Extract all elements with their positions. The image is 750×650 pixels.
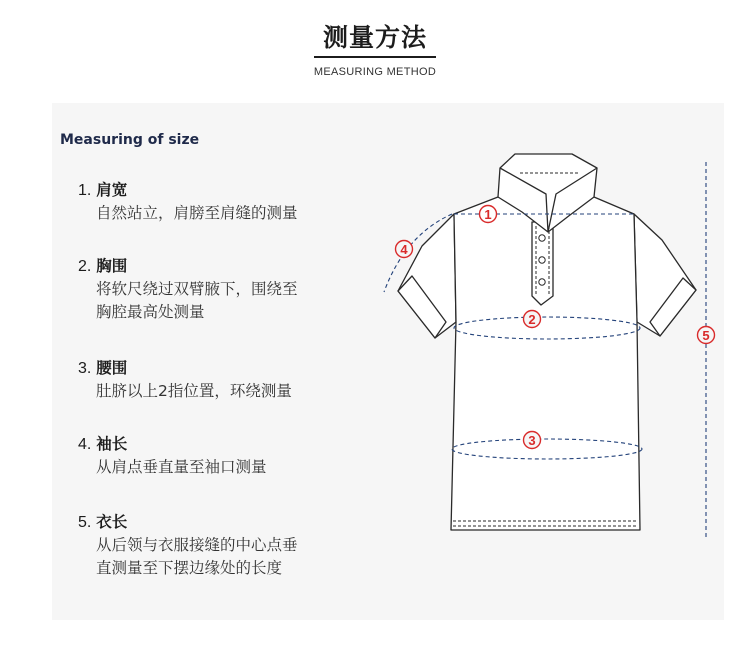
item-number: 4. — [78, 436, 92, 453]
button-icon — [539, 257, 545, 263]
item-desc-line: 从肩点垂直量至袖口测量 — [96, 458, 267, 476]
item-desc-line: 直测量至下摆边缘处的长度 — [96, 559, 283, 577]
item-desc-line: 胸腔最高处测量 — [96, 303, 205, 321]
button-icon — [539, 279, 545, 285]
item-number: 1. — [78, 182, 92, 199]
item-number: 5. — [78, 514, 92, 531]
svg-text:4: 4 — [400, 242, 408, 257]
item-name: 肩宽 — [96, 181, 128, 199]
page-title: 测量方法 — [322, 23, 427, 52]
page-subtitle: MEASURING METHOD — [313, 66, 437, 78]
shirt-outline — [398, 154, 696, 530]
item-name: 衣长 — [96, 513, 128, 531]
item-name: 袖长 — [96, 435, 128, 453]
item-number: 2. — [78, 258, 92, 275]
svg-text:3: 3 — [528, 433, 536, 448]
item-name: 腰围 — [96, 359, 128, 377]
svg-text:2: 2 — [528, 312, 536, 327]
marker-waist — [524, 432, 541, 449]
item-name: 胸围 — [96, 257, 128, 275]
section-heading: Measuring of size — [60, 132, 200, 148]
marker-length — [698, 327, 715, 344]
marker-sleeve — [396, 241, 413, 258]
item-desc-line: 自然站立，肩膀至肩缝的测量 — [96, 204, 298, 222]
marker-chest — [524, 311, 541, 328]
button-icon — [539, 235, 545, 241]
item-desc-line: 将软尺绕过双臂腋下，围绕至 — [96, 280, 298, 298]
item-desc-line: 肚脐以上2指位置，环绕测量 — [96, 382, 292, 400]
svg-text:5: 5 — [702, 328, 710, 343]
item-number: 3. — [78, 360, 92, 377]
item-desc-line: 从后领与衣服接缝的中心点垂 — [96, 536, 298, 554]
svg-text:1: 1 — [484, 207, 492, 222]
marker-shoulder — [480, 206, 497, 223]
